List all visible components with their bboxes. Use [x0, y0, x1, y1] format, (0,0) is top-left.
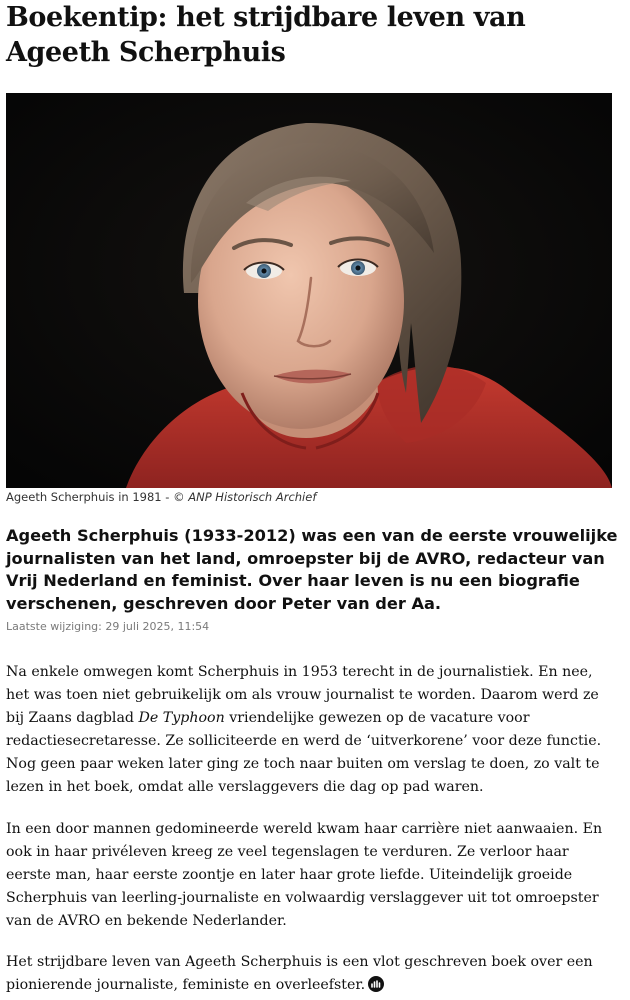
caption-text: Ageeth Scherphuis in 1981 - — [6, 490, 174, 504]
body-paragraph-1 — [6, 661, 616, 799]
body-paragraph-2: In een door mannen gedomineerde wereld kwam haar carrière niet aanwaaien. En ook in haar privéleven kreeg ze veel tegenslagen te verduren. Ze verloor haar eerste man, haar eerste zoontje en later haar grote liefde. Uiteindelijk groeide Scherphuis van leerling-journaliste en volwaardig verslaggever uit tot omroepster van de AVRO en bekende Nederlander. — [6, 821, 603, 929]
article-title: Boekentip: het strijdbare leven van Ageeth Scherphuis — [6, 2, 526, 68]
body-paragraph-3 — [6, 951, 616, 997]
photo-credit: © ANP Historisch Archief — [173, 490, 317, 504]
newspaper-name: De Typhoon — [138, 710, 225, 726]
last-modified-timestamp: Laatste wijziging: 29 juli 2025, 11:54 — [6, 620, 210, 633]
paragraph-3-text: Het strijdbare leven van Ageeth Scherphuis is een vlot geschreven boek over een pionierende journaliste, feministe en overleefster. — [6, 954, 593, 993]
paragraph-1-start: Na enkele omwegen komt Scherphuis in 1953 terecht in de journalistiek. En nee, het was toen niet gebruikelijk om als vrouw journalist te worden. Daarom werd ze bij Zaans dagblad — [6, 664, 599, 726]
article-lead: Ageeth Scherphuis (1933-2012) was een van de eerste vrouwelijke journalisten van het land, omroepster bij de AVRO, redacteur van Vrij Nederland en feminist. Over haar leven is nu een biografie verschenen, geschreven door Peter van der Aa. — [6, 526, 618, 613]
brand-end-mark-icon — [368, 976, 384, 992]
paragraph-1-end: vriendelijke gewezen op de vacature voor redactiesecretaresse. Ze solliciteerde en werd de ‘uitverkorene’ voor deze functie. Nog geen paar weken later ging ze toch naar buiten om verslag te doen, zo valt te lezen in het boek, omdat alle verslaggevers die dag op pad waren. — [6, 710, 602, 795]
photo-caption — [6, 490, 316, 505]
article-photo — [6, 93, 612, 488]
